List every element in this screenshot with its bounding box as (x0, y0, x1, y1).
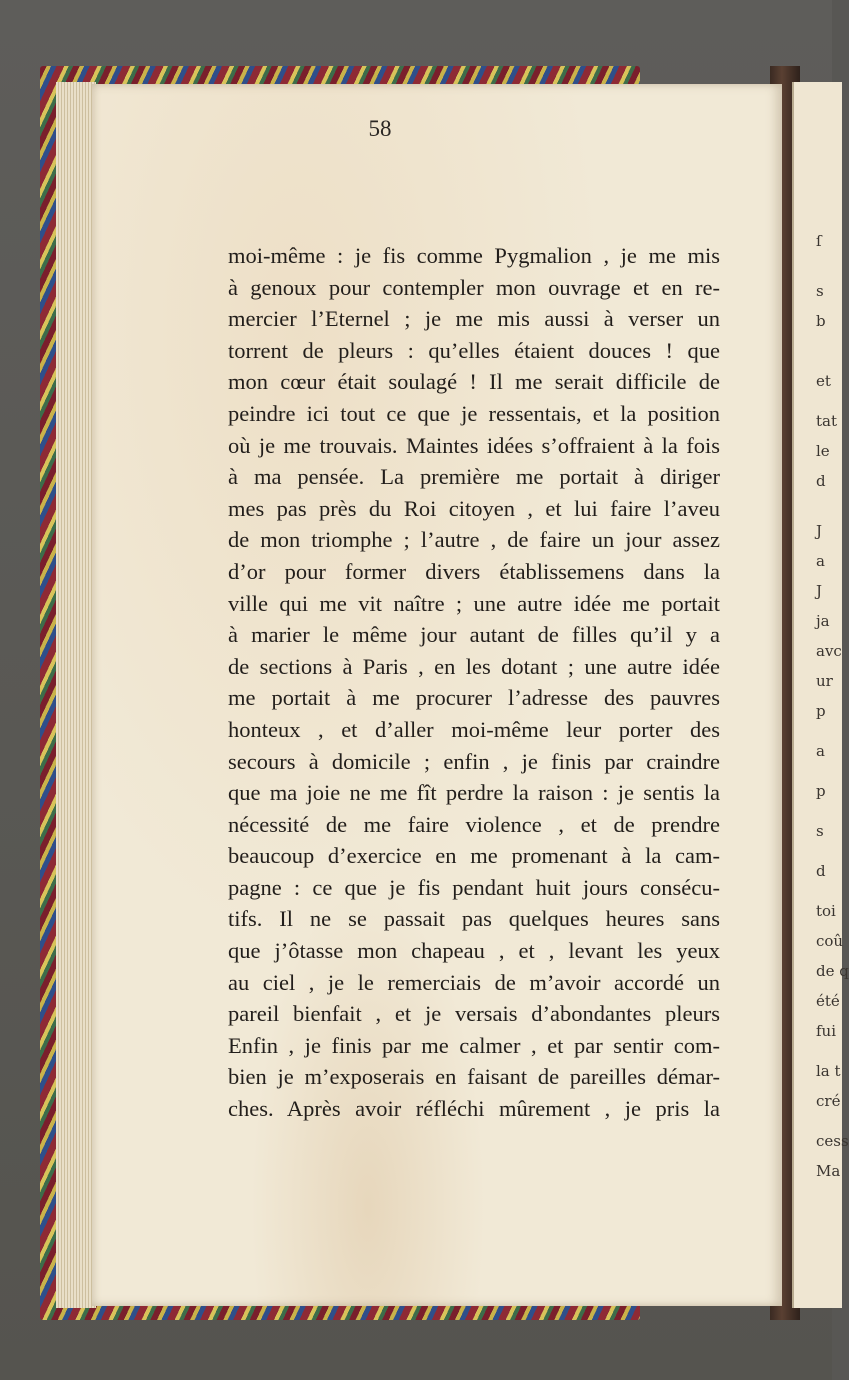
facing-page-fragment: Ma (816, 1162, 841, 1180)
facing-page-fragment: la t (816, 1062, 841, 1080)
facing-page-fragment: cess (816, 1132, 849, 1150)
text-line: à genoux pour contempler mon ouvrage et en re- (228, 274, 720, 300)
text-line: à marier le même jour autant de filles qu’il y a (228, 622, 720, 648)
text-line: à ma pensée. La première me portait à diriger (228, 464, 720, 490)
facing-page-fragment: a (816, 742, 825, 760)
text-line: torrent de pleurs : qu’elles étaient douces ! que (228, 337, 720, 363)
facing-page-fragment: avc (816, 642, 842, 660)
text-line: au ciel , je le remerciais de m’avoir accordé un (228, 969, 720, 995)
text-line: pareil bienfait , et je versais d’abondantes pleurs (228, 1001, 720, 1027)
text-line: beaucoup d’exercice en me promenant à la cam- (228, 843, 720, 869)
text-line: d’or pour former divers établissemens dans la (228, 558, 720, 584)
text-line: me portait à me procurer l’adresse des pauvres (228, 685, 720, 711)
facing-page-fragment: coû (816, 932, 844, 950)
facing-page-fragment: tat (816, 412, 837, 430)
facing-page-fragment: et (816, 372, 831, 390)
facing-page-fragment: s (816, 282, 824, 300)
facing-page-fragment: s (816, 822, 824, 840)
text-line: mon cœur était soulagé ! Il me serait difficile de (228, 369, 720, 395)
facing-page-fragment: ſ (816, 232, 822, 250)
facing-page-fragment: d (816, 862, 826, 880)
text-line: pagne : ce que je fis pendant huit jours consécu- (228, 874, 720, 900)
facing-page-fragment: a (816, 552, 825, 570)
facing-page-edge (792, 82, 849, 1308)
text-line: secours à domicile ; enfin , je finis par craindre (228, 748, 720, 774)
facing-page-fragment: le (816, 442, 830, 460)
text-line: peindre ici tout ce que je ressentais, et la position (228, 400, 720, 426)
text-line: où je me trouvais. Maintes idées s’offraient à la fois (228, 432, 720, 458)
text-line: bien je m’exposerais en faisant de pareilles démar- (228, 1064, 720, 1090)
facing-page-fragment: d (816, 472, 826, 490)
text-line: moi-même : je fis comme Pygmalion , je me mis (228, 243, 720, 268)
text-line: nécessité de me faire violence , et de prendre (228, 811, 720, 837)
page-text (228, 240, 720, 1125)
facing-page-fragment: ur (816, 672, 833, 690)
facing-page-fragment: b (816, 312, 826, 330)
facing-page-fragment: p (816, 702, 826, 720)
facing-page-fragment: J (816, 582, 823, 600)
text-line: honteux , et d’aller moi-même leur porter des (228, 716, 720, 742)
text-line: ville qui me vit naître ; une autre idée me portait (228, 590, 720, 616)
text-line: mercier l’Eternel ; je me mis aussi à verser un (228, 306, 720, 332)
text-line: tifs. Il ne se passait pas quelques heures sans (228, 906, 720, 932)
text-line: de sections à Paris , en les dotant ; une autre idée (228, 653, 720, 679)
facing-page-fragment: toi (816, 902, 836, 920)
text-line: que j’ôtasse mon chapeau , et , levant les yeux (228, 938, 720, 964)
facing-page-fragment: cré (816, 1092, 841, 1110)
text-line: Enfin , je finis par me calmer , et par sentir com- (228, 1032, 720, 1058)
facing-page-fragment: été (816, 992, 840, 1010)
facing-page-fragment: J (816, 522, 823, 540)
facing-page-fragment: ja (816, 612, 830, 630)
facing-page-fragment: de q (816, 962, 849, 980)
text-line: que ma joie ne me fît perdre la raison : je sentis la (228, 780, 720, 806)
facing-page-fragment: p (816, 782, 826, 800)
page-number: 58 (368, 116, 392, 141)
facing-page-fragment: fui (816, 1022, 837, 1040)
text-line: ches. Après avoir réfléchi mûrement , je pris la (228, 1096, 720, 1122)
text-line: de mon triomphe ; l’autre , de faire un jour assez (228, 527, 720, 553)
page-block-edges (56, 82, 96, 1308)
text-line: mes pas près du Roi citoyen , et lui faire l’aveu (228, 495, 720, 521)
